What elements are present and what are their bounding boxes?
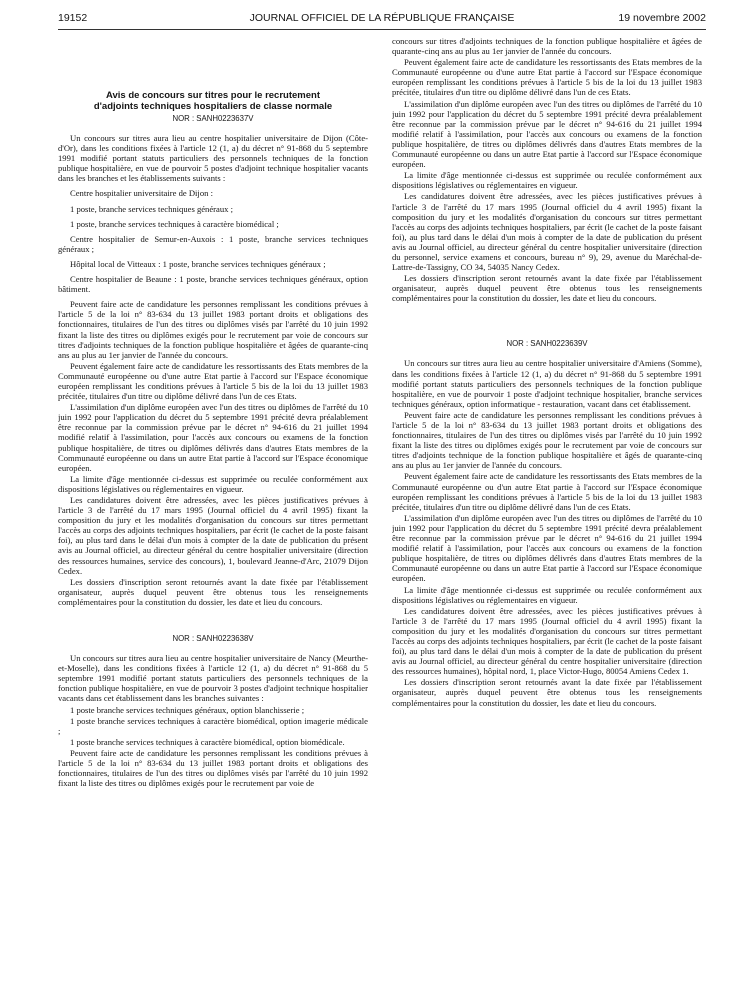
notice3-paragraph: Les candidatures doivent être adressées, avec les pièces justificatives prévues à l'article 3 de l'arrêté du 17 mars 1995 (Journal officiel du 4 avril 1995) fixant la composition du jury et les modalités d'organisation du concours sur titres permettant l'accès au corps des adjoints techniques hospitaliers, par écrit (le cachet de la poste faisant foi), au plus tard dans le délai d'un mois à compter de la date de publication du présent avis au Journal officiel, au directeur général du centre hospitalier universitaire (direction des ressources humaines), hôpital nord, 1, place Victor-Hugo, 80054 Amiens Cedex 1. xyxy=(392,605,702,677)
page-header xyxy=(58,12,706,28)
notice3-paragraph: La limite d'âge mentionnée ci-dessus est supprimée ou reculée conformément aux dispositions législatives ou réglementaires en vigueur. xyxy=(392,584,702,605)
notice3-paragraph: L'assimilation d'un diplôme européen avec l'un des titres ou diplômes de l'arrêté du 10 juin 1992 pour l'application du décret du 5 septembre 1991 précité devra préalablement être reconnue par la commission prévue par le décret n° 94-616 du 21 juillet 1994 modifié relatif à l'assimilation, pour l'accès aux concours ou examens de la fonction publique hospitalière, de titres ou diplômes délivrés dans d'autres Etats membres de la Communauté européenne ou dans un autre Etat partie à l'accord sur l'Espace économique européen. xyxy=(392,512,702,584)
notice2-paragraph: Peuvent également faire acte de candidature les ressortissants des Etats membres de la Communauté européenne ou d'une autre Etat partie à l'accord sur l'Espace économique européen remplissant les conditions prévues à l'article 5 bis de la loi du 13 juillet 1983 précitée, titulaires d'un titre ou diplôme délivré dans l'un de ces Etats. xyxy=(392,57,702,98)
notice1-paragraph: Les dossiers d'inscription seront retournés avant la date fixée par l'établissement organisateur, auprès duquel peuvent être obtenus tous les renseignements complémentaires pour la constitution du dossier, les date et lieu du concours. xyxy=(58,576,368,607)
notice1-paragraph: Centre hospitalier de Semur-en-Auxois : 1 poste, branche services techniques généraux ; xyxy=(58,233,368,254)
notice1-paragraph: Hôpital local de Vitteaux : 1 poste, branche services techniques généraux ; xyxy=(70,258,326,269)
notice2-paragraph: 1 poste branche services techniques à caractère biomédical, option biomédicale. xyxy=(70,736,345,747)
left-column xyxy=(58,36,368,986)
notice2-paragraph: concours sur titres d'adjoints techniques de la fonction publique hospitalière et âgées de quarante-cinq ans au plus au 1er janvier de l'année du concours. xyxy=(392,36,702,57)
notice-title xyxy=(58,90,368,112)
notice-title-line-1: Avis de concours sur titres pour le recrutement xyxy=(106,90,320,101)
notice3-paragraph: Un concours sur titres aura lieu au centre hospitalier universitaire d'Amiens (Somme), dans les conditions fixées à l'article 12 (1, a) du décret n° 91-868 du 5 septembre 1991 modifié portant statuts particuliers des personnels techniques de la fonction publique hospitalière, en vue de pourvoir 1 poste d'adjoint technique hospitalier, branche services techniques généraux, option informatique - restauration, vacant dans cet établissement. xyxy=(392,358,702,409)
notice1-paragraph: Peuvent également faire acte de candidature les ressortissants des Etats membres de la Communauté européenne ou d'une autre Etat partie à l'accord sur l'Espace économique européen remplissant les conditions prévues à l'article 5 bis de la loi du 13 juillet 1983 précitée, titulaires d'un titre ou diplôme délivré dans l'un de ces Etats. xyxy=(58,360,368,402)
notice1-paragraph: Peuvent faire acte de candidature les personnes remplissant les conditions prévues à l'article 5 de la loi n° 83-634 du 13 juillet 1983 portant droits et obligations des fonctionnaires, titulaires de l'un des titres ou diplômes visés par l'arrêté du 10 juin 1992 fixant la liste des titres ou diplômes exigés pour le recrutement par voie de concours sur titres d'adjoints techniques de la fonction publique hospitalière et âgées de quarante-cinq ans au plus au 1er janvier de l'année du concours. xyxy=(58,299,368,360)
notice2-paragraph: Les candidatures doivent être adressées, avec les pièces justificatives prévues à l'article 3 de l'arrêté du 17 mars 1995 (Journal officiel du 4 avril 1995) fixant la composition du jury et les modalités d'organisation du concours sur titres permettant l'accès au corps des adjoints techniques hospitaliers, par écrit (le cachet de la poste faisant foi), au plus tard dans le délai d'un mois à compter de la date de publication du présent avis au Journal officiel, au directeur général du centre hospitalier universitaire (direction du personnel, service examens et concours, bureau n° 9), 29, avenue du Maréchal-de-Lattre-de-Tassigny, CO 34, 54035 Nancy Cedex. xyxy=(392,191,702,273)
notice1-paragraph: Centre hospitalier universitaire de Dijon : xyxy=(70,188,213,199)
notice1-paragraph: Centre hospitalier de Beaune : 1 poste, branche services techniques généraux, option bâtiment. xyxy=(58,274,368,295)
notice1-paragraph: Les candidatures doivent être adressées, avec les pièces justificatives prévues à l'article 3 de l'arrêté du 17 mars 1995 (Journal officiel du 4 avril 1995) fixant la composition du jury et les modalités d'organisation du concours sur titres permettant l'accès au corps des adjoints techniques hospitaliers, par écrit (le cachet de la poste faisant foi), au plus tard dans le délai d'un mois à compter de la date de publication du présent avis au Journal officiel, au directeur général du centre hospitalier universitaire (direction des ressources humaines, service des concours), 1, boulevard Jeanne-d'Arc, 21079 Dijon Cedex. xyxy=(58,495,368,576)
notice1-paragraph: 1 poste, branche services techniques à caractère biomédical ; xyxy=(70,218,279,229)
notice-title-line-2: d'adjoints techniques hospitaliers de classe normale xyxy=(93,101,333,112)
notice3-paragraph: Peuvent également faire acte de candidature les ressortissants des Etats membres de la Communauté européenne ou d'un autre Etat partie à l'accord sur l'Espace économique européen remplissant les conditions prévues à l'article 5 bis de la loi du 13 juillet 1983 précitée, titulaires d'un titre ou diplôme délivré dans l'un de ces Etats. xyxy=(392,471,702,512)
notice2-paragraph: 1 poste branche services techniques à caractère biomédical, option imagerie médicale ; xyxy=(58,715,368,736)
nor-reference-1: NOR : SANH0223637V xyxy=(172,114,254,123)
notice1-paragraph: La limite d'âge mentionnée ci-dessus est supprimée ou reculée conformément aux dispositions législatives ou réglementaires en vigueur. xyxy=(58,473,368,494)
notice-separator xyxy=(58,608,368,634)
notice2-paragraph: 1 poste branche services techniques généraux, option blanchisserie ; xyxy=(70,704,305,715)
right-column xyxy=(392,36,702,986)
notice2-paragraph: La limite d'âge mentionnée ci-dessus est supprimée ou reculée conformément aux dispositions législatives ou réglementaires en vigueur. xyxy=(392,170,702,191)
notice2-paragraph: Un concours sur titres aura lieu au centre hospitalier universitaire de Nancy (Meurthe-et-Moselle), dans les conditions fixées à l'article 12 (1, a) du décret n° 91-868 du 5 septembre 1991 modifié portant statuts particuliers des personnels techniques de la fonction publique hospitalière, en vue de pourvoir 3 postes d'adjoint technique hospitalier vacants dans cet établissement dans les branches suivantes : xyxy=(58,653,368,704)
notice1-paragraph: L'assimilation d'un diplôme européen avec l'un des titres ou diplômes de l'arrêté du 10 juin 1992 pour l'application du décret du 5 septembre 1991 précité devra préalablement être reconnue par la commission prévue par le décret n° 94-616 du 21 juillet 1994 modifié relatif à l'assimilation, pour l'accès aux concours ou examens de la fonction publique hospitalière, de titres ou diplômes délivrés dans d'autres Etats membres de la Communauté européenne ou dans un autre Etat partie à l'accord sur l'Espace économique européen. xyxy=(58,402,368,473)
notice1-paragraph: Un concours sur titres aura lieu au centre hospitalier universitaire de Dijon (Côte-d'Or), dans les conditions fixées à l'article 12 (1, a) du décret n° 91-868 du 5 septembre 1991 modifié portant statuts particuliers des personnels techniques de la fonction publique hospitalière, en vue de pourvoir 5 postes d'adjoint technique hospitalier vacants dans les branches et les établissements suivants : xyxy=(58,133,368,184)
nor-reference-2: NOR : SANH0223638V xyxy=(172,634,254,644)
notice3-paragraph: Peuvent faire acte de candidature les personnes remplissant les conditions prévues à l'article 5 de la loi n° 83-634 du 13 juillet 1983 portant droits et obligations des fonctionnaires, titulaires de l'un des titres ou diplômes visés par l'arrêté du 10 juin 1992 fixant la liste des titres ou diplômes exigés pour le recrutement par voie de concours sur titres d'adjoints technique de la fonction publique hospitalière et âgés de quarante-cinq ans au plus au 1er janvier de l'année du concours. xyxy=(392,409,702,471)
publication-date: 19 novembre 2002 xyxy=(618,12,706,24)
notice2-paragraph: Peuvent faire acte de candidature les personnes remplissant les conditions prévues à l'article 5 de la loi n° 83-634 du 13 juillet 1983 portant droits et obligations des fonctionnaires, titulaires de l'un des titres ou diplômes visés par l'arrêté du 10 juin 1992 fixant la liste des titres ou diplômes exigés pour le recrutement par voie de xyxy=(58,747,368,789)
header-rule xyxy=(58,29,706,30)
journal-title: JOURNAL OFFICIEL DE LA RÉPUBLIQUE FRANÇAISE xyxy=(249,12,515,24)
nor-reference-3: NOR : SANH0223639V xyxy=(506,339,588,349)
notice1-paragraph: 1 poste, branche services techniques généraux ; xyxy=(70,203,233,214)
page-number: 19152 xyxy=(58,12,88,24)
notice2-paragraph: L'assimilation d'un diplôme européen avec l'un des titres ou diplômes de l'arrêté du 10 juin 1992 pour l'application du décret du 5 septembre 1991 précité devra préalablement être reconnue par la commission prévue par le décret n° 94-616 du 21 juillet 1994 modifié relatif à l'assimilation, pour l'accès aux concours ou examens de la fonction publique hospitalière, de titres ou diplômes délivrés dans d'autres Etats membres de la Communauté européenne ou dans un autre Etat partie à l'accord sur l'Espace économique européen. xyxy=(392,98,702,170)
notice3-paragraph: Les dossiers d'inscription seront retournés avant la date fixée par l'établissement organisateur, auprès duquel peuvent être obtenus tous les renseignements complémentaires pour la constitution du dossier, les date et lieu du concours. xyxy=(392,677,702,708)
notice2-paragraph: Les dossiers d'inscription seront retournés avant la date fixée par l'établissement organisateur, auprès duquel peuvent être obtenus tous les renseignements complémentaires pour la constitution du dossier, les date et lieu du concours. xyxy=(392,273,702,304)
